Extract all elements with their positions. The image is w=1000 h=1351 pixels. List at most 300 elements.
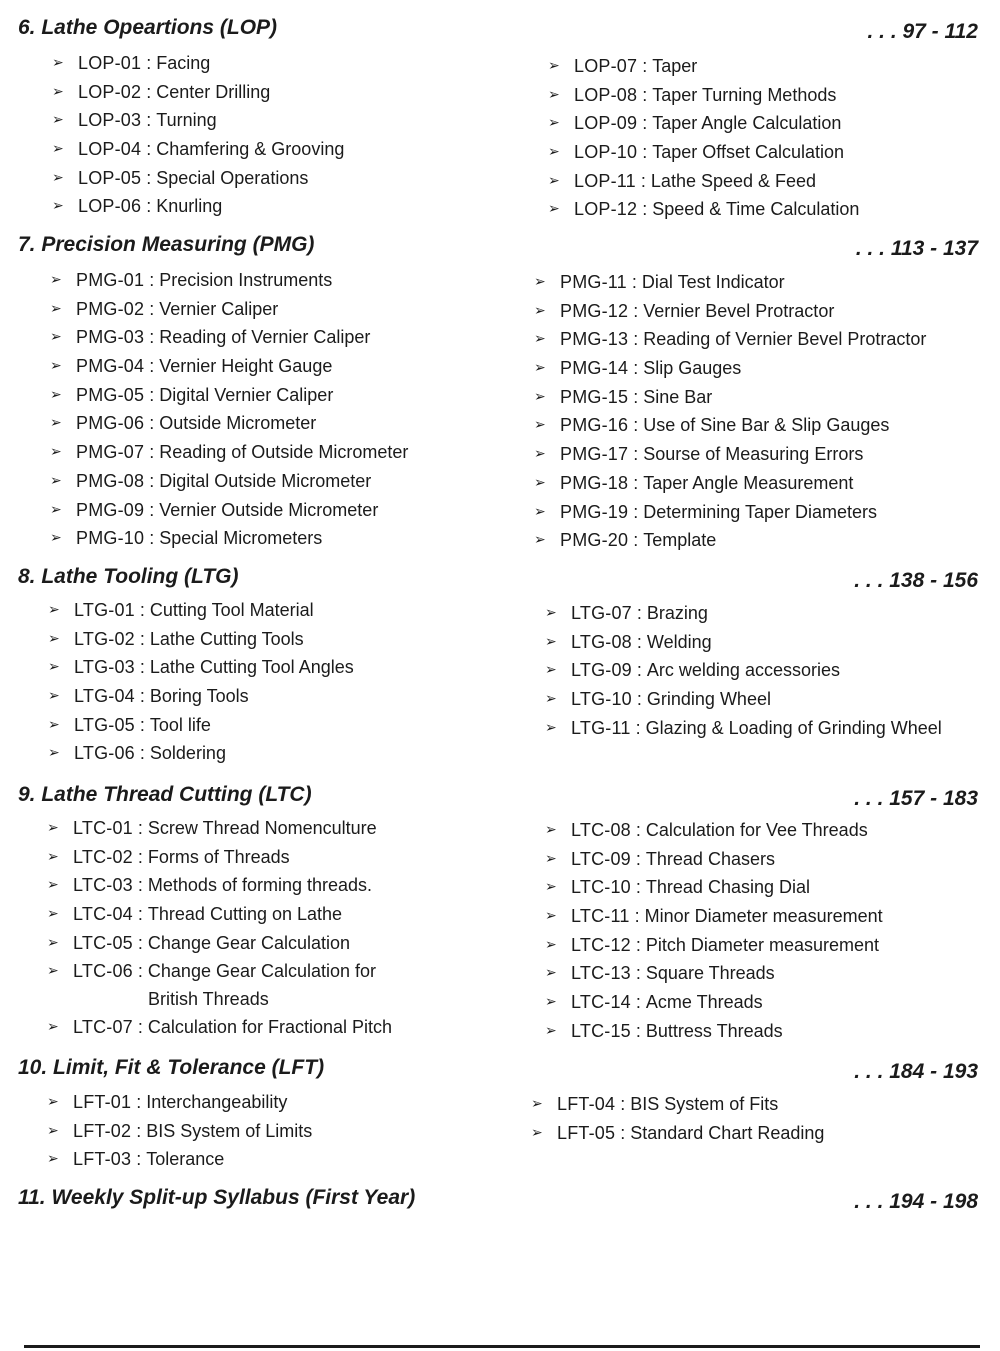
list-item [52, 106, 344, 135]
topic-code: LOP-06 [78, 196, 142, 217]
list-item [545, 902, 883, 931]
topic-code: LTG-06 [74, 743, 135, 764]
topic-code: LFT-02 [73, 1120, 132, 1141]
arrow-bullet-icon: ➢ [548, 115, 560, 132]
separator: : [139, 686, 145, 707]
list-item [545, 685, 942, 714]
topic-label: Thread Chasers [645, 848, 775, 869]
list-item [548, 138, 859, 167]
topic-code: PMG-20 [560, 530, 629, 551]
topic-label: Change Gear Calculation for [147, 961, 377, 982]
list-item [47, 1117, 312, 1146]
topic-code: PMG-15 [560, 386, 629, 407]
list-item [47, 900, 392, 929]
topic-code: PMG-17 [560, 444, 629, 465]
separator: : [149, 270, 155, 290]
topic-code: LTC-08 [571, 820, 631, 840]
list-item [48, 739, 354, 768]
topic-code: LOP-04 [78, 139, 142, 160]
topic-code: PMG-18 [560, 472, 629, 493]
separator: : [146, 110, 152, 131]
topic-label: Grinding Wheel [646, 689, 771, 710]
arrow-bullet-icon: ➢ [52, 141, 64, 158]
arrow-bullet-icon: ➢ [545, 936, 557, 953]
separator: : [636, 689, 642, 710]
topic-label: Lathe Cutting Tool Angles [149, 657, 354, 678]
separator: : [633, 415, 639, 436]
list-item [534, 325, 926, 354]
topic-code: LTC-06 [73, 961, 133, 982]
separator: : [633, 300, 639, 321]
separator: : [136, 1092, 142, 1112]
topic-list-right [548, 52, 859, 224]
list-item [48, 711, 354, 740]
separator: : [635, 877, 641, 898]
separator: : [146, 139, 152, 160]
topic-label: Methods of forming threads. [147, 875, 373, 896]
topic-code: LTC-15 [571, 1020, 631, 1041]
topic-code: LTG-03 [74, 657, 135, 678]
topic-code: LTC-01 [73, 818, 133, 838]
topic-label: Arc welding accessories [646, 660, 840, 681]
topic-label: Taper Angle Measurement [643, 472, 854, 493]
topic-code: PMG-12 [560, 300, 629, 321]
arrow-bullet-icon: ➢ [47, 820, 59, 836]
list-item [47, 929, 392, 958]
arrow-bullet-icon: ➢ [47, 906, 59, 923]
arrow-bullet-icon: ➢ [48, 688, 60, 705]
topic-code: LTC-11 [571, 906, 630, 927]
separator: : [635, 992, 641, 1013]
separator: : [633, 530, 639, 551]
topic-label: Welding [646, 631, 712, 652]
separator: : [635, 820, 641, 840]
separator: : [149, 499, 155, 520]
arrow-bullet-icon: ➢ [50, 530, 62, 547]
separator: : [642, 199, 648, 220]
separator: : [139, 628, 145, 649]
section-page-range: . . . 184 - 193 [854, 1060, 978, 1083]
topic-list-left [50, 266, 408, 553]
arrow-bullet-icon: ➢ [47, 1019, 59, 1036]
list-item [50, 524, 408, 553]
list-item [52, 78, 344, 107]
arrow-bullet-icon: ➢ [48, 602, 60, 618]
separator: : [633, 472, 639, 493]
topic-code: LTG-09 [571, 660, 632, 681]
separator: : [137, 818, 143, 838]
topic-label: Template [643, 530, 717, 551]
topic-label: Special Operations [156, 167, 309, 188]
arrow-bullet-icon: ➢ [548, 201, 560, 218]
topic-label: Boring Tools [149, 686, 249, 707]
separator: : [146, 167, 152, 188]
topic-code: PMG-09 [76, 499, 145, 520]
list-item [47, 1013, 392, 1042]
list-item [545, 931, 883, 960]
arrow-bullet-icon: ➢ [52, 169, 64, 186]
separator: : [139, 600, 145, 620]
topic-label: Use of Sine Bar & Slip Gauges [643, 415, 890, 436]
topic-code: LFT-05 [557, 1122, 616, 1143]
list-item [531, 1119, 824, 1148]
separator: : [137, 932, 143, 953]
arrow-bullet-icon: ➢ [50, 472, 62, 489]
separator: : [137, 961, 143, 982]
list-item [534, 383, 926, 412]
list-item [545, 656, 942, 685]
separator: : [635, 717, 641, 738]
topic-label: Glazing & Loading of Grinding Wheel [645, 717, 942, 738]
separator: : [634, 906, 640, 927]
topic-label: Determining Taper Diameters [643, 501, 877, 522]
topic-code: LOP-12 [574, 199, 638, 220]
topic-label: Reading of Outside Micrometer [159, 442, 409, 463]
separator: : [631, 272, 637, 292]
topic-label: Lathe Speed & Feed [650, 170, 817, 191]
topic-code: LTC-07 [73, 1017, 133, 1038]
list-item [545, 599, 942, 628]
list-item [50, 352, 408, 381]
topic-code: LOP-09 [574, 113, 638, 134]
topic-label: Sine Bar [643, 386, 713, 407]
arrow-bullet-icon: ➢ [50, 386, 62, 403]
arrow-bullet-icon: ➢ [534, 360, 546, 377]
topic-code: LTG-08 [571, 631, 632, 652]
arrow-bullet-icon: ➢ [47, 1151, 59, 1168]
topic-code: LTC-14 [571, 992, 631, 1013]
separator: : [136, 1149, 142, 1170]
topic-code: PMG-01 [76, 270, 145, 290]
section-page-range: . . . 138 - 156 [854, 569, 978, 592]
topic-code: LTG-05 [74, 714, 135, 735]
list-item [545, 845, 883, 874]
arrow-bullet-icon: ➢ [545, 908, 557, 925]
arrow-bullet-icon: ➢ [50, 415, 62, 432]
topic-label: Change Gear Calculation [147, 932, 351, 953]
topic-code: LTG-02 [74, 628, 135, 649]
separator: : [620, 1094, 626, 1114]
section-title: 8. Lathe Tooling (LTG) [18, 565, 239, 588]
topic-label-continuation: British Threads [148, 989, 269, 1010]
section-title: 9. Lathe Thread Cutting (LTC) [18, 783, 312, 806]
list-item [50, 467, 408, 496]
topic-label: Sourse of Measuring Errors [643, 444, 864, 465]
list-item [548, 109, 859, 138]
separator: : [149, 442, 155, 463]
list-item [548, 52, 859, 81]
arrow-bullet-icon: ➢ [534, 388, 546, 405]
topic-label: Tool life [149, 714, 211, 735]
arrow-bullet-icon: ➢ [48, 745, 60, 762]
topic-list-left [48, 596, 354, 768]
list-item [47, 1145, 312, 1174]
list-item [534, 411, 926, 440]
topic-code: LOP-07 [574, 56, 638, 76]
topic-label: Taper Turning Methods [652, 84, 837, 105]
arrow-bullet-icon: ➢ [48, 659, 60, 676]
arrow-bullet-icon: ➢ [548, 58, 560, 74]
list-item [52, 164, 344, 193]
arrow-bullet-icon: ➢ [47, 877, 59, 894]
list-item [50, 323, 408, 352]
list-item [534, 268, 926, 297]
topic-label: Vernier Height Gauge [159, 356, 333, 377]
list-item [50, 266, 408, 295]
topic-label: Taper Angle Calculation [652, 113, 842, 134]
section-page-range: . . . 113 - 137 [855, 237, 978, 260]
list-item [548, 167, 859, 196]
arrow-bullet-icon: ➢ [545, 605, 557, 621]
arrow-bullet-icon: ➢ [52, 83, 64, 100]
topic-label: Dial Test Indicator [641, 272, 785, 292]
topic-code: LTC-13 [571, 963, 631, 984]
separator: : [642, 142, 648, 163]
separator: : [146, 53, 152, 73]
arrow-bullet-icon: ➢ [48, 716, 60, 733]
topic-list-right [534, 268, 926, 555]
separator: : [620, 1122, 626, 1143]
topic-label: Soldering [149, 743, 226, 764]
arrow-bullet-icon: ➢ [545, 822, 557, 838]
topic-code: LFT-01 [73, 1092, 132, 1112]
section-header [0, 16, 1000, 48]
section-header [0, 783, 1000, 815]
topic-label: Facing [156, 53, 211, 73]
arrow-bullet-icon: ➢ [50, 444, 62, 461]
arrow-bullet-icon: ➢ [534, 446, 546, 463]
topic-code: LTC-10 [571, 877, 631, 898]
topic-code: LOP-10 [574, 142, 638, 163]
list-item [47, 814, 392, 843]
list-item [548, 195, 859, 224]
list-item [48, 682, 354, 711]
topic-label: Buttress Threads [645, 1020, 783, 1041]
separator: : [635, 1020, 641, 1041]
separator: : [642, 113, 648, 134]
list-item [48, 596, 354, 625]
topic-label: BIS System of Fits [630, 1094, 779, 1114]
section-header [0, 565, 1000, 597]
topic-label: Special Micrometers [159, 528, 323, 549]
list-item [47, 843, 392, 872]
topic-label: BIS System of Limits [146, 1120, 313, 1141]
arrow-bullet-icon: ➢ [50, 501, 62, 518]
list-item [52, 135, 344, 164]
list-item [50, 409, 408, 438]
topic-label: Taper [652, 56, 698, 76]
section-header [0, 1186, 1000, 1218]
topic-list-left [47, 814, 392, 1042]
arrow-bullet-icon: ➢ [534, 331, 546, 348]
arrow-bullet-icon: ➢ [534, 417, 546, 434]
list-item [534, 354, 926, 383]
topic-label: Turning [156, 110, 217, 131]
topic-code: PMG-14 [560, 358, 629, 379]
separator: : [636, 603, 642, 623]
list-item [52, 49, 344, 78]
topic-code: PMG-07 [76, 442, 145, 463]
arrow-bullet-icon: ➢ [545, 879, 557, 896]
topic-code: LTG-11 [571, 717, 631, 738]
arrow-bullet-icon: ➢ [545, 633, 557, 650]
separator: : [139, 657, 145, 678]
section-title: 7. Precision Measuring (PMG) [18, 233, 315, 256]
separator: : [149, 413, 155, 434]
topic-code: PMG-16 [560, 415, 629, 436]
topic-code: LTC-03 [73, 875, 133, 896]
topic-label: Lathe Cutting Tools [149, 628, 304, 649]
topic-label: Reading of Vernier Bevel Protractor [643, 329, 927, 350]
topic-code: LTG-04 [74, 686, 135, 707]
list-item [545, 628, 942, 657]
topic-label: Calculation for Vee Threads [645, 820, 868, 840]
separator: : [640, 170, 646, 191]
arrow-bullet-icon: ➢ [50, 272, 62, 288]
separator: : [636, 660, 642, 681]
separator: : [633, 329, 639, 350]
topic-code: PMG-10 [76, 528, 145, 549]
topic-code: PMG-04 [76, 356, 145, 377]
list-item [545, 714, 942, 743]
arrow-bullet-icon: ➢ [47, 963, 59, 980]
arrow-bullet-icon: ➢ [47, 934, 59, 951]
separator: : [137, 1017, 143, 1038]
arrow-bullet-icon: ➢ [52, 55, 64, 71]
separator: : [635, 963, 641, 984]
section-page-range: . . . 97 - 112 [867, 20, 978, 43]
list-item [548, 81, 859, 110]
topic-list-left [47, 1088, 312, 1174]
separator: : [136, 1120, 142, 1141]
separator: : [149, 384, 155, 405]
topic-code: LTC-02 [73, 846, 133, 867]
list-item [47, 1088, 312, 1117]
topic-label: Pitch Diameter measurement [645, 934, 879, 955]
arrow-bullet-icon: ➢ [545, 1022, 557, 1039]
topic-label: Knurling [156, 196, 223, 217]
topic-label: Slip Gauges [643, 358, 742, 379]
topic-label: Thread Cutting on Lathe [147, 904, 343, 925]
topic-label: Digital Outside Micrometer [159, 470, 372, 491]
separator: : [633, 386, 639, 407]
arrow-bullet-icon: ➢ [531, 1124, 543, 1141]
list-item [50, 438, 408, 467]
topic-label: Outside Micrometer [159, 413, 317, 434]
separator: : [139, 743, 145, 764]
topic-code: PMG-05 [76, 384, 145, 405]
arrow-bullet-icon: ➢ [545, 994, 557, 1011]
list-item [534, 526, 926, 555]
topic-code: LFT-04 [557, 1094, 616, 1114]
topic-code: LTC-12 [571, 934, 631, 955]
topic-code: PMG-19 [560, 501, 629, 522]
topic-code: LTC-09 [571, 848, 631, 869]
topic-label: Reading of Vernier Caliper [159, 327, 371, 348]
topic-label: Vernier Outside Micrometer [159, 499, 379, 520]
arrow-bullet-icon: ➢ [548, 172, 560, 189]
arrow-bullet-icon: ➢ [545, 662, 557, 679]
topic-code: LTC-05 [73, 932, 133, 953]
topic-code: PMG-08 [76, 470, 145, 491]
separator: : [635, 934, 641, 955]
list-item [545, 959, 883, 988]
topic-label: Interchangeability [146, 1092, 288, 1112]
section-title: 10. Limit, Fit & Tolerance (LFT) [18, 1056, 325, 1079]
topic-list-left [52, 49, 344, 221]
topic-code: LOP-05 [78, 167, 142, 188]
separator: : [642, 56, 648, 76]
separator: : [146, 196, 152, 217]
section-page-range: . . . 157 - 183 [854, 787, 978, 810]
arrow-bullet-icon: ➢ [47, 1122, 59, 1139]
separator: : [149, 528, 155, 549]
list-item [534, 297, 926, 326]
topic-label: Center Drilling [156, 81, 271, 102]
topic-label: Minor Diameter measurement [644, 906, 883, 927]
arrow-bullet-icon: ➢ [545, 965, 557, 982]
arrow-bullet-icon: ➢ [531, 1096, 543, 1112]
topic-label: Speed & Time Calculation [652, 199, 860, 220]
topic-label: Precision Instruments [159, 270, 333, 290]
topic-list-right [545, 816, 883, 1046]
arrow-bullet-icon: ➢ [548, 86, 560, 103]
topic-code: LTG-07 [571, 603, 632, 623]
arrow-bullet-icon: ➢ [50, 358, 62, 375]
section-header [0, 1056, 1000, 1088]
topic-label: Tolerance [146, 1149, 225, 1170]
arrow-bullet-icon: ➢ [548, 144, 560, 161]
topic-code: LOP-01 [78, 53, 142, 73]
arrow-bullet-icon: ➢ [47, 1094, 59, 1110]
topic-label: Vernier Caliper [159, 298, 279, 319]
section-title: 11. Weekly Split-up Syllabus (First Year) [18, 1186, 416, 1209]
topic-code: LFT-03 [73, 1149, 132, 1170]
topic-list-right [545, 599, 942, 742]
arrow-bullet-icon: ➢ [52, 112, 64, 129]
separator: : [139, 714, 145, 735]
arrow-bullet-icon: ➢ [534, 474, 546, 491]
list-item [47, 871, 392, 900]
arrow-bullet-icon: ➢ [534, 302, 546, 319]
arrow-bullet-icon: ➢ [50, 329, 62, 346]
arrow-bullet-icon: ➢ [50, 300, 62, 317]
topic-label: Chamfering & Grooving [156, 139, 345, 160]
separator: : [137, 904, 143, 925]
topic-code: LTC-04 [73, 904, 133, 925]
list-item [48, 653, 354, 682]
list-item [531, 1090, 824, 1119]
arrow-bullet-icon: ➢ [545, 691, 557, 708]
list-item [534, 440, 926, 469]
topic-label: Screw Thread Nomenculture [147, 818, 377, 838]
topic-label: Cutting Tool Material [149, 600, 314, 620]
separator: : [146, 81, 152, 102]
topic-code: LOP-02 [78, 81, 142, 102]
separator: : [137, 846, 143, 867]
list-item [50, 295, 408, 324]
topic-code: PMG-11 [560, 272, 627, 292]
topic-label: Taper Offset Calculation [652, 142, 845, 163]
list-item [50, 496, 408, 525]
arrow-bullet-icon: ➢ [545, 850, 557, 867]
separator: : [633, 358, 639, 379]
separator: : [635, 848, 641, 869]
section-page-range: . . . 194 - 198 [854, 1190, 978, 1213]
separator: : [633, 444, 639, 465]
separator: : [642, 84, 648, 105]
topic-code: LTG-10 [571, 689, 632, 710]
